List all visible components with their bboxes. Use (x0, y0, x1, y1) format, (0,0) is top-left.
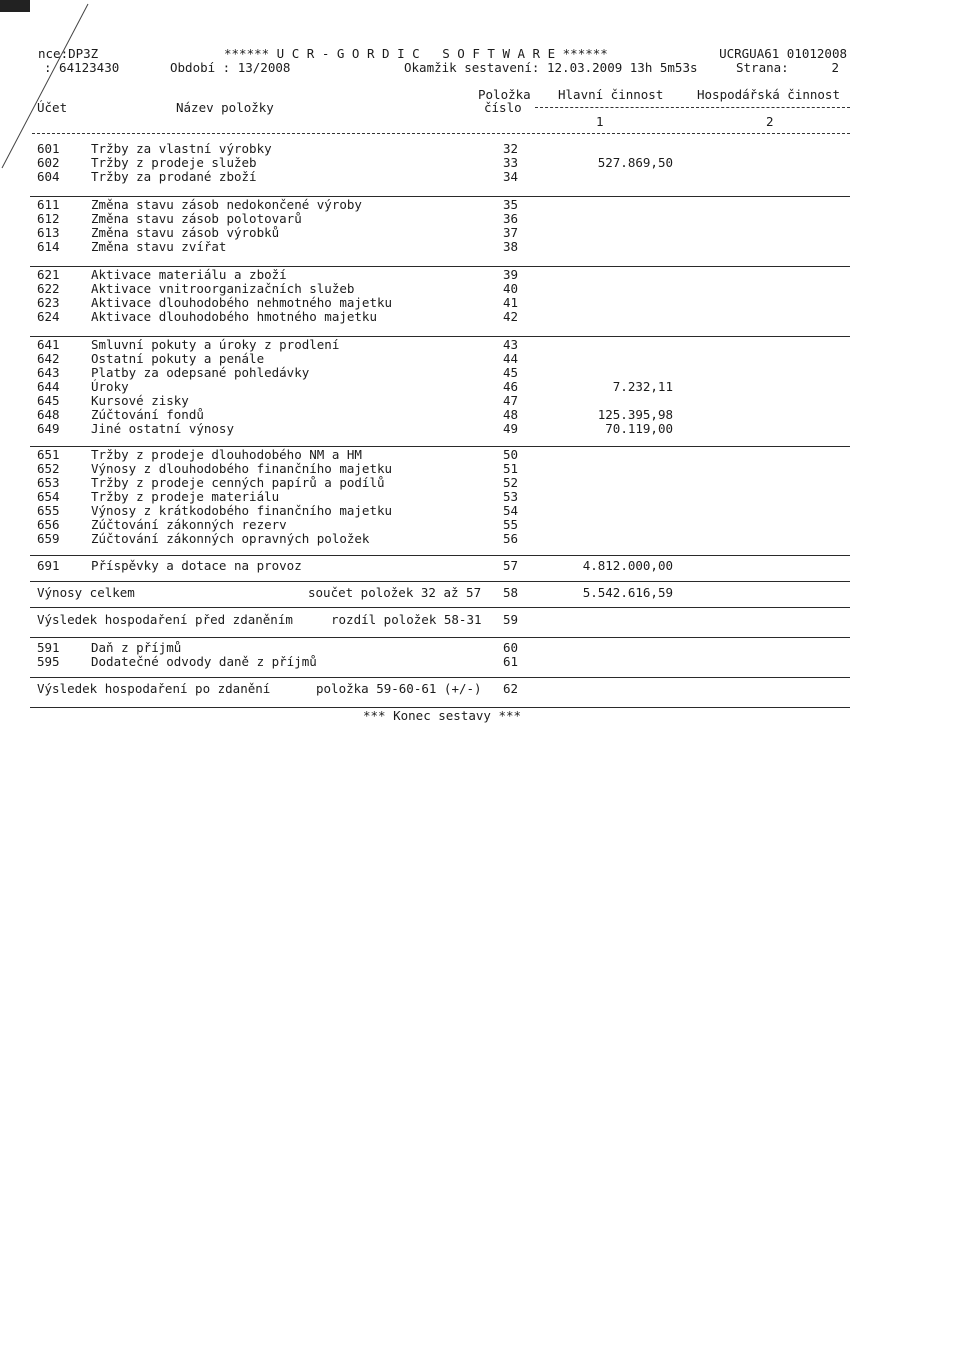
table-row (0, 379, 960, 393)
item-number: 38 (503, 239, 519, 254)
item-number: 34 (503, 169, 519, 184)
column-item-name: Název položky (176, 100, 274, 115)
total-revenue-note: součet položek 32 až 57 (308, 585, 482, 600)
item-number: 54 (503, 503, 519, 518)
table-row (0, 365, 960, 379)
item-number: 37 (503, 225, 519, 240)
item-name: Tržby za prodané zboží (91, 169, 257, 184)
item-name: Zúčtování zákonných rezerv (91, 517, 287, 532)
item-name: Ostatní pokuty a penále (91, 351, 265, 366)
item-number: 46 (503, 379, 519, 394)
column-header-dashes (535, 107, 850, 108)
account-code: 645 (37, 393, 60, 408)
account-code: 644 (37, 379, 60, 394)
table-row (0, 295, 960, 309)
item-number: 61 (503, 654, 519, 669)
table-row (0, 267, 960, 281)
account-code: 691 (37, 558, 60, 573)
table-row (0, 421, 960, 435)
account-code: 642 (37, 351, 60, 366)
table-row (0, 239, 960, 253)
item-name: Aktivace materiálu a zboží (91, 267, 287, 282)
table-row (0, 475, 960, 489)
item-name: Kursové zisky (91, 393, 189, 408)
item-number: 45 (503, 365, 519, 380)
item-name: Tržby z prodeje dlouhodobého NM a HM (91, 447, 362, 462)
table-row (0, 169, 960, 183)
account-code: 656 (37, 517, 60, 532)
account-code: 614 (37, 239, 60, 254)
item-number: 41 (503, 295, 519, 310)
account-code: 624 (37, 309, 60, 324)
column-number-2: 2 (766, 114, 774, 129)
item-name: Změna stavu zvířat (91, 239, 227, 254)
item-number: 44 (503, 351, 519, 366)
group-divider (30, 637, 850, 638)
item-name: Aktivace vnitroorganizačních služeb (91, 281, 355, 296)
item-number: 60 (503, 640, 519, 655)
item-name: Platby za odepsané pohledávky (91, 365, 310, 380)
item-number: 55 (503, 517, 519, 532)
item-name: Smluvní pokuty a úroky z prodlení (91, 337, 340, 352)
group-divider (30, 581, 850, 582)
header-generated: Okamžik sestavení: 12.03.2009 13h 5m53s (404, 60, 698, 75)
item-number: 35 (503, 197, 519, 212)
result-before-tax-row (0, 612, 960, 626)
table-row (0, 309, 960, 323)
result-after-tax-row (0, 681, 960, 695)
account-code: 655 (37, 503, 60, 518)
item-name: Zúčtování fondů (91, 407, 204, 422)
account-code: 612 (37, 211, 60, 226)
result-before-tax-label: Výsledek hospodaření před zdaněním (37, 612, 293, 627)
item-name: Dodatečné odvody daně z příjmů (91, 654, 317, 669)
table-row (0, 351, 960, 365)
table-row (0, 393, 960, 407)
total-revenue-row (0, 585, 960, 599)
table-row (0, 155, 960, 169)
item-name: Aktivace dlouhodobého nehmotného majetku (91, 295, 393, 310)
account-code: 591 (37, 640, 60, 655)
item-number: 42 (503, 309, 519, 324)
item-name: Změna stavu zásob polotovarů (91, 211, 302, 226)
account-code: 643 (37, 365, 60, 380)
item-number: 49 (503, 421, 519, 436)
table-row (0, 337, 960, 351)
account-code: 659 (37, 531, 60, 546)
header-report-id: UCRGUA61 01012008 (719, 46, 847, 61)
main-activity-value: 70.119,00 (605, 421, 673, 436)
group-divider (30, 555, 850, 556)
table-row (0, 211, 960, 225)
header-left-line2: : 64123430 (44, 60, 120, 75)
item-name: Změna stavu zásob výrobků (91, 225, 280, 240)
column-economic-activity: Hospodářská činnost (697, 87, 840, 102)
account-code: 651 (37, 447, 60, 462)
total-revenue-value: 5.542.616,59 (582, 585, 673, 600)
table-row (0, 407, 960, 421)
item-name: Daň z příjmů (91, 640, 182, 655)
main-activity-value: 125.395,98 (597, 407, 673, 422)
report-end-text: *** Konec sestavy *** (363, 708, 522, 723)
item-name: Aktivace dlouhodobého hmotného majetku (91, 309, 377, 324)
item-name: Jiné ostatní výnosy (91, 421, 234, 436)
table-row (0, 447, 960, 461)
item-number: 36 (503, 211, 519, 226)
account-code: 622 (37, 281, 60, 296)
table-row (0, 197, 960, 211)
item-name: Tržby z prodeje materiálu (91, 489, 280, 504)
item-number: 50 (503, 447, 519, 462)
item-number: 53 (503, 489, 519, 504)
account-code: 654 (37, 489, 60, 504)
group-divider (30, 677, 850, 678)
item-number: 43 (503, 337, 519, 352)
table-row (0, 489, 960, 503)
header-separator (32, 133, 850, 134)
result-after-tax-note: položka 59-60-61 (+/-) (316, 681, 482, 696)
header-page-label: Strana: (736, 60, 789, 75)
item-name: Tržby za vlastní výrobky (91, 141, 272, 156)
header-period: Období : 13/2008 (170, 60, 291, 75)
column-item-number: číslo (484, 100, 522, 115)
item-name: Tržby z prodeje cenných papírů a podílů (91, 475, 385, 490)
header-left-line1: nce:DP3Z (38, 46, 99, 61)
table-row (0, 141, 960, 155)
account-code: 601 (37, 141, 60, 156)
group-divider (30, 607, 850, 608)
result-before-tax-item: 59 (503, 612, 519, 627)
table-row (0, 558, 960, 572)
column-account: Účet (37, 100, 68, 115)
header-title: ****** U C R - G O R D I C S O F T W A R E ****** (224, 46, 608, 61)
item-number: 32 (503, 141, 519, 156)
table-row (0, 531, 960, 545)
table-row (0, 225, 960, 239)
total-revenue-label: Výnosy celkem (37, 585, 135, 600)
account-code: 602 (37, 155, 60, 170)
item-number: 39 (503, 267, 519, 282)
result-after-tax-item: 62 (503, 681, 519, 696)
main-activity-value: 527.869,50 (597, 155, 673, 170)
table-row (0, 654, 960, 668)
table-row (0, 461, 960, 475)
item-name: Příspěvky a dotace na provoz (91, 558, 302, 573)
item-number: 40 (503, 281, 519, 296)
item-number: 52 (503, 475, 519, 490)
account-code: 648 (37, 407, 60, 422)
table-row (0, 503, 960, 517)
header-page-number: 2 (831, 60, 839, 75)
result-before-tax-note: rozdíl položek 58-31 (331, 612, 482, 627)
column-main-activity: Hlavní činnost (558, 87, 664, 102)
account-code: 604 (37, 169, 60, 184)
table-row (0, 640, 960, 654)
item-number: 47 (503, 393, 519, 408)
item-name: Změna stavu zásob nedokončené výroby (91, 197, 362, 212)
item-number: 51 (503, 461, 519, 476)
item-name: Tržby z prodeje služeb (91, 155, 257, 170)
item-name: Úroky (91, 379, 129, 394)
item-number: 33 (503, 155, 519, 170)
account-code: 649 (37, 421, 60, 436)
main-activity-value: 7.232,11 (612, 379, 673, 394)
column-item-label: Položka (478, 87, 531, 102)
account-code: 652 (37, 461, 60, 476)
item-number: 56 (503, 531, 519, 546)
item-number: 57 (503, 558, 519, 573)
item-name: Výnosy z dlouhodobého finančního majetku (91, 461, 393, 476)
account-code: 613 (37, 225, 60, 240)
account-code: 611 (37, 197, 60, 212)
account-code: 621 (37, 267, 60, 282)
table-row (0, 517, 960, 531)
main-activity-value: 4.812.000,00 (582, 558, 673, 573)
table-row (0, 281, 960, 295)
column-number-1: 1 (596, 114, 604, 129)
result-after-tax-label: Výsledek hospodaření po zdanění (37, 681, 271, 696)
item-name: Výnosy z krátkodobého finančního majetku (91, 503, 393, 518)
item-number: 48 (503, 407, 519, 422)
account-code: 641 (37, 337, 60, 352)
total-revenue-item: 58 (503, 585, 519, 600)
account-code: 623 (37, 295, 60, 310)
item-name: Zúčtování zákonných opravných položek (91, 531, 370, 546)
account-code: 595 (37, 654, 60, 669)
account-code: 653 (37, 475, 60, 490)
